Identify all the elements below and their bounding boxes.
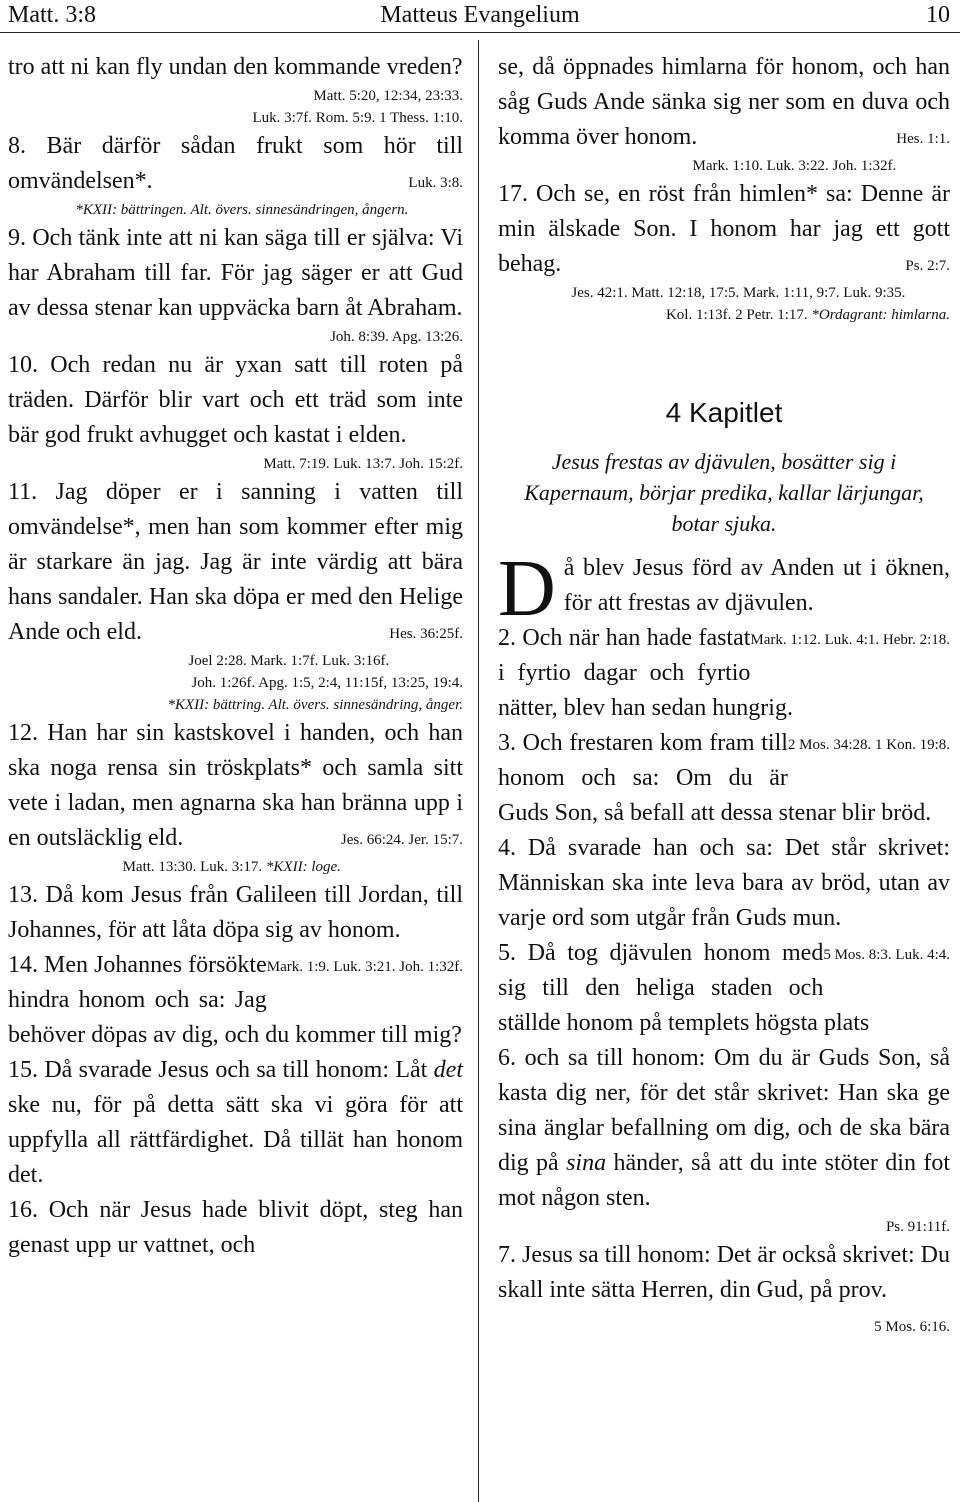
cross-reference: Mark. 1:12. Luk. 4:1. Hebr. 2:18. <box>750 632 950 648</box>
cross-reference: Jes. 42:1. Matt. 12:18, 17:5. Mark. 1:11, 9:7. Luk. 9:35. <box>571 285 906 301</box>
footnote: *KXII: bättring. Alt. övers. sinnesändring, ånger. <box>167 697 463 713</box>
footnote: *Ordagrant: himlarna. <box>811 307 950 323</box>
verse-13 <box>8 878 463 975</box>
verse-17 <box>498 177 950 282</box>
verse-text: händer, så att du inte stöter din fot mot någon sten. <box>498 1150 950 1211</box>
cross-reference: Hes. 1:1. <box>896 131 950 147</box>
verse-text: 8. Bär därför sådan frukt som hör till omvändelsen*. <box>8 133 463 194</box>
verse-text: 11. Jag döper er i sanning i vatten till omvändelse*, men han som kommer efter mig är starkare än jag. Jag är inte värdig att bära hans sandaler. Han ska döpa er med den Helige Ande och eld. <box>8 479 463 645</box>
verse-text: 14. Men Johannes försökte hindra honom och sa: Jag behöver döpas av dig, och du kommer till mig? <box>8 952 462 1048</box>
verse-10 <box>8 348 463 453</box>
verse-text: 7. Jesus sa till honom: Det är också skrivet: Du skall inte sätta Herren, din Gud, på prov. <box>498 1242 950 1303</box>
verse-text: 17. Och se, en röst från himlen* sa: Denne är min älskade Son. I honom har jag ett gott behag. <box>498 181 950 277</box>
cross-reference: Joh. 1:26f. Apg. 1:5, 2:4, 11:15f, 13:25, 19:4. <box>191 675 463 691</box>
header-reference: Matt. 3:8 <box>8 2 96 28</box>
cross-reference: Matt. 7:19. Luk. 13:7. Joh. 15:2f. <box>263 456 463 472</box>
right-column <box>498 50 950 1345</box>
cross-reference: Mark. 1:10. Luk. 3:22. Joh. 1:32f. <box>692 158 897 174</box>
verse-11 <box>8 475 463 650</box>
verse-text: tro att ni kan fly undan den kommande vreden? <box>8 54 463 80</box>
cross-reference: Luk. 3:8. <box>408 175 463 191</box>
cross-reference: 5 Mos. 8:3. Luk. 4:4. <box>823 947 950 963</box>
cross-reference: Ps. 91:11f. <box>885 1219 950 1235</box>
cross-reference: Joh. 8:39. Apg. 13:26. <box>330 329 463 345</box>
verse-continuation <box>8 50 463 85</box>
verse-text: 2. Och när han hade fastat i fyrtio dagar och fyrtio nätter, blev han sedan hungrig. <box>498 625 793 721</box>
header-rule <box>0 32 960 33</box>
verse-9 <box>8 221 463 326</box>
cross-reference: Mark. 1:9. Luk. 3:21. Joh. 1:32f. <box>266 959 463 975</box>
verse-6 <box>498 1041 950 1216</box>
verse-text: 5. Då tog djävulen honom med sig till den heliga staden och ställde honom på templets högsta plats <box>498 940 870 1036</box>
verse-text: å blev Jesus förd av Anden ut i öknen, för att frestas av djävulen. <box>563 555 950 616</box>
cross-reference: Matt. 5:20, 12:34, 23:33. <box>313 88 463 104</box>
left-column <box>8 50 463 1263</box>
cross-reference: 2 Mos. 34:28. 1 Kon. 19:8. <box>787 737 950 753</box>
page-number: 10 <box>926 2 950 28</box>
page-header <box>0 0 960 34</box>
chapter-summary: Jesus frestas av djävulen, bosätter sig i Kapernaum, börjar predika, kallar lärjungar, botar sjuka. <box>524 449 924 536</box>
verse-12 <box>8 716 463 856</box>
cross-reference-line <box>498 304 950 326</box>
verse-16 <box>8 1193 463 1263</box>
footnote: *KXII: loge. <box>265 859 341 875</box>
chapter-heading: 4 Kapitlet <box>665 397 783 428</box>
cross-reference: Kol. 1:13f. 2 Petr. 1:17. <box>665 307 808 323</box>
verse-text: 9. Och tänk inte att ni kan säga till er själva: Vi har Abraham till far. För jag säger er att Gud av dessa stenar kan uppväcka barn åt Abraham. <box>8 225 463 321</box>
verse-7 <box>498 1238 950 1335</box>
footnote: *KXII: bättringen. Alt. övers. sinnesändringen, ångern. <box>75 202 409 218</box>
verse-text: 6. och sa till honom: Om du är Guds Son, så kasta dig ner, för det står skrivet: Han ska ge sina änglar befallning om dig, och de ska bära dig på <box>498 1045 950 1176</box>
cross-reference: Jes. 66:24. Jer. 15:7. <box>340 832 463 848</box>
cross-reference: Matt. 13:30. Luk. 3:17. <box>122 859 263 875</box>
verse-text: 16. Och när Jesus hade blivit döpt, steg han genast upp ur vattnet, och <box>8 1197 463 1258</box>
cross-reference: Ps. 2:7. <box>905 258 950 274</box>
cross-reference: Luk. 3:7f. Rom. 5:9. 1 Thess. 1:10. <box>252 110 463 126</box>
book-title: Matteus Evangelium <box>380 2 580 28</box>
verse-15 <box>8 1053 463 1193</box>
column-divider <box>478 40 479 1502</box>
verse-1 <box>498 545 950 648</box>
cross-reference: Hes. 36:25f. <box>389 626 463 642</box>
verse-text: se, då öppnades himlarna för honom, och han såg Guds Ande sänka sig ner som en duva och komma över honom. <box>498 54 950 150</box>
emphasized-word: sina <box>566 1150 607 1176</box>
verse-4 <box>498 831 950 963</box>
verse-text: ske nu, för på detta sätt ska vi göra för att uppfylla all rättfärdighet. Då tillät han honom det. <box>8 1092 463 1188</box>
verse-text: 13. Då kom Jesus från Galileen till Jordan, till Johannes, för att låta döpa sig av honom. <box>8 882 463 943</box>
verse-text: 3. Och frestaren kom fram till honom och sa: Om du är Guds Son, så befall att dessa stenar blir bröd. <box>498 730 932 826</box>
drop-cap: D <box>498 545 556 633</box>
verse-text: 12. Han har sin kastskovel i handen, och han ska noga rensa sin tröskplats* och samla sitt vete i ladan, men agnarna ska han bränna upp i en outsläcklig eld. <box>8 720 463 851</box>
emphasized-word: det <box>433 1057 463 1083</box>
verse-text: 15. Då svarade Jesus och sa till honom: Låt <box>8 1057 434 1083</box>
verse-8 <box>8 129 463 199</box>
verse-16-continuation <box>498 50 950 155</box>
cross-reference: Joel 2:28. Mark. 1:7f. Luk. 3:16f. <box>188 653 390 669</box>
cross-reference-line <box>8 856 463 878</box>
cross-reference: 5 Mos. 6:16. <box>874 1319 950 1335</box>
verse-text: 4. Då svarade han och sa: Det står skrivet: Människan ska inte leva bara av bröd, utan av varje ord som utgår från Guds mun. <box>498 835 950 931</box>
verse-text: 10. Och redan nu är yxan satt till roten på träden. Därför blir vart och ett träd som inte bär god frukt avhugget och kastat i elden. <box>8 352 463 448</box>
